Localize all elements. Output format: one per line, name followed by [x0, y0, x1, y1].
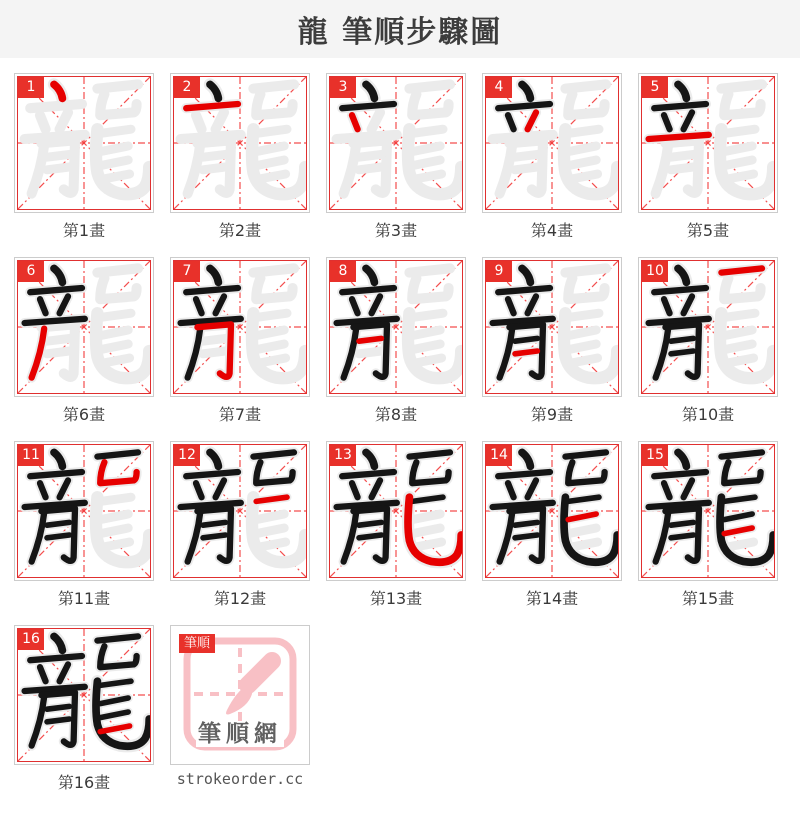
step-number-badge: 11 [18, 445, 44, 466]
stroke-step-tile [326, 73, 466, 213]
stroke-box [329, 260, 463, 394]
stroke-step-15 [638, 441, 778, 606]
stroke-step-7 [170, 257, 310, 422]
stroke-box [17, 444, 151, 578]
step-caption: 第5畫 [686, 221, 730, 240]
stroke-box [641, 76, 775, 210]
stroke-step-tile [638, 257, 778, 397]
step-number-badge: 7 [174, 261, 200, 282]
stroke-box [173, 76, 307, 210]
step-number-badge: 6 [18, 261, 44, 282]
logo-tile [170, 625, 310, 765]
stroke-box [17, 76, 151, 210]
step-caption: 第11畫 [57, 589, 111, 608]
step-caption: 第6畫 [62, 405, 106, 424]
stroke-step-5 [638, 73, 778, 238]
step-number-badge: 10 [642, 261, 668, 282]
stroke-step-tile [482, 257, 622, 397]
step-caption: 第3畫 [374, 221, 418, 240]
stroke-step-tile [14, 625, 154, 765]
step-number-badge: 4 [486, 77, 512, 98]
step-number-badge: 2 [174, 77, 200, 98]
stroke-step-11 [14, 441, 154, 606]
step-caption: 第10畫 [681, 405, 735, 424]
logo-badge: 筆順 [179, 634, 215, 653]
stroke-step-tile [170, 73, 310, 213]
step-caption: 第9畫 [530, 405, 574, 424]
step-caption: 第2畫 [218, 221, 262, 240]
step-caption: 第15畫 [681, 589, 735, 608]
step-number-badge: 5 [642, 77, 668, 98]
stroke-step-2 [170, 73, 310, 238]
step-number-badge: 12 [174, 445, 200, 466]
stroke-box [17, 628, 151, 762]
logo-name: 筆順網 [198, 721, 282, 747]
step-caption: 第7畫 [218, 405, 262, 424]
stroke-step-8 [326, 257, 466, 422]
stroke-step-4 [482, 73, 622, 238]
stroke-step-tile [326, 441, 466, 581]
step-number-badge: 14 [486, 445, 512, 466]
page-title: 龍 筆順步驟圖 [297, 15, 503, 50]
stroke-step-tile [14, 73, 154, 213]
stroke-step-13 [326, 441, 466, 606]
title-band [0, 0, 800, 58]
stroke-step-12 [170, 441, 310, 606]
stroke-box [641, 260, 775, 394]
stroke-step-3 [326, 73, 466, 238]
stroke-step-tile [482, 73, 622, 213]
step-caption: 第4畫 [530, 221, 574, 240]
step-number-badge: 8 [330, 261, 356, 282]
stroke-step-9 [482, 257, 622, 422]
step-caption: 第13畫 [369, 589, 423, 608]
stroke-step-6 [14, 257, 154, 422]
stroke-step-tile [326, 257, 466, 397]
stroke-step-tile [638, 73, 778, 213]
stroke-box [485, 76, 619, 210]
step-number-badge: 3 [330, 77, 356, 98]
stroke-step-14 [482, 441, 622, 606]
step-caption: 第1畫 [62, 221, 106, 240]
stroke-box [173, 444, 307, 578]
stroke-step-tile [482, 441, 622, 581]
stroke-box [641, 444, 775, 578]
step-number-badge: 9 [486, 261, 512, 282]
step-caption: 第14畫 [525, 589, 579, 608]
step-number-badge: 15 [642, 445, 668, 466]
stroke-box [17, 260, 151, 394]
stroke-step-tile [170, 441, 310, 581]
step-number-badge: 16 [18, 629, 44, 650]
site-caption: strokeorder.cc [176, 770, 304, 788]
step-number-badge: 1 [18, 77, 44, 98]
stroke-step-tile [638, 441, 778, 581]
step-caption: 第12畫 [213, 589, 267, 608]
stroke-step-tile [170, 257, 310, 397]
steps-grid [0, 58, 800, 790]
stroke-step-16 [14, 625, 154, 790]
step-caption: 第16畫 [57, 773, 111, 792]
stroke-box [485, 444, 619, 578]
stroke-box [485, 260, 619, 394]
stroke-step-1 [14, 73, 154, 238]
logo-cell [170, 625, 310, 790]
stroke-step-10 [638, 257, 778, 422]
stroke-step-tile [14, 257, 154, 397]
step-number-badge: 13 [330, 445, 356, 466]
stroke-box [173, 260, 307, 394]
stroke-box [329, 76, 463, 210]
stroke-box [329, 444, 463, 578]
step-caption: 第8畫 [374, 405, 418, 424]
stroke-step-tile [14, 441, 154, 581]
